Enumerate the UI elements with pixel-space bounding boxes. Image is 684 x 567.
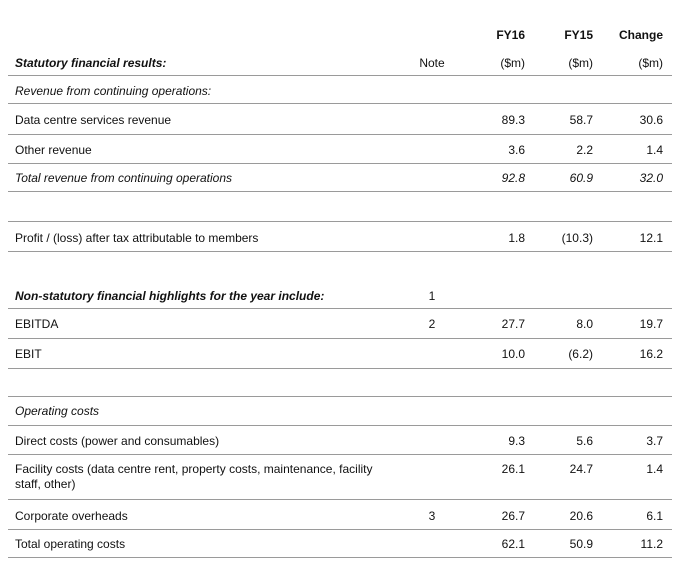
row-label: Total revenue from continuing operations (15, 171, 233, 185)
fy16-value: 62.1 (501, 537, 525, 551)
row-label: Direct costs (power and consumables) (15, 434, 220, 448)
divider (8, 251, 672, 252)
row-label: Other revenue (15, 143, 92, 157)
divider (8, 425, 672, 426)
divider (8, 163, 672, 164)
note-value: 1 (428, 289, 436, 303)
row-label: EBITDA (15, 317, 59, 331)
fy16-value: 92.8 (501, 171, 525, 185)
change-header: Change (618, 28, 663, 42)
fy15-value: 50.9 (569, 537, 593, 551)
fy16-value: 89.3 (501, 113, 525, 127)
divider (8, 529, 672, 530)
fy15-unit: ($m) (568, 56, 593, 70)
divider (8, 338, 672, 339)
divider (8, 221, 672, 222)
fy16-value: 1.8 (508, 231, 525, 245)
divider (8, 103, 672, 104)
change-value: 11.2 (640, 537, 663, 551)
row-label: EBIT (15, 347, 42, 361)
change-value: 12.1 (639, 231, 663, 245)
divider (8, 368, 672, 369)
fy16-value: 27.7 (501, 317, 525, 331)
row-label: Corporate overheads (15, 509, 128, 523)
row-label: Revenue from continuing operations: (15, 84, 212, 98)
fy16-value: 26.7 (501, 509, 525, 523)
divider (8, 75, 672, 76)
fy16-value: 3.6 (508, 143, 525, 157)
fy16-header: FY16 (496, 28, 525, 42)
divider (8, 134, 672, 135)
fy15-value: 24.7 (569, 462, 593, 476)
divider (8, 396, 672, 397)
change-value: 3.7 (646, 434, 663, 448)
fy16-value: 26.1 (501, 462, 525, 476)
row-label: Total operating costs (15, 537, 126, 551)
fy15-value: 8.0 (576, 317, 593, 331)
change-value: 30.6 (639, 113, 663, 127)
change-value: 16.2 (639, 347, 663, 361)
fy15-value: 5.6 (576, 434, 593, 448)
change-value: 19.7 (639, 317, 663, 331)
divider (8, 557, 672, 558)
change-unit: ($m) (638, 56, 663, 70)
fy15-header: FY15 (564, 28, 593, 42)
row-label: Profit / (loss) after tax attributable to members (15, 231, 259, 245)
row-label: Non-statutory financial highlights for the year include: (15, 289, 325, 303)
row-label: Data centre services revenue (15, 113, 172, 127)
divider (8, 499, 672, 500)
change-value: 6.1 (646, 509, 663, 523)
fy15-value: 20.6 (569, 509, 593, 523)
change-value: 32.0 (639, 171, 663, 185)
note-value: 3 (428, 509, 436, 523)
row-label: Operating costs (15, 404, 100, 418)
divider (8, 308, 672, 309)
fy15-value: 2.2 (576, 143, 593, 157)
fy16-unit: ($m) (500, 56, 525, 70)
fy16-value: 10.0 (501, 347, 525, 361)
note-header: Note (419, 56, 445, 70)
divider (8, 191, 672, 192)
row-label: Facility costs (data centre rent, property costs, maintenance, facility staff, other) (15, 462, 373, 491)
fy15-value: 58.7 (569, 113, 593, 127)
divider (8, 454, 672, 455)
section-title: Statutory financial results: (15, 56, 167, 70)
fy15-value: (6.2) (568, 347, 593, 361)
fy15-value: (10.3) (561, 231, 593, 245)
fy15-value: 60.9 (569, 171, 593, 185)
fy16-value: 9.3 (508, 434, 525, 448)
change-value: 1.4 (646, 143, 663, 157)
note-value: 2 (428, 317, 436, 331)
change-value: 1.4 (646, 462, 663, 476)
